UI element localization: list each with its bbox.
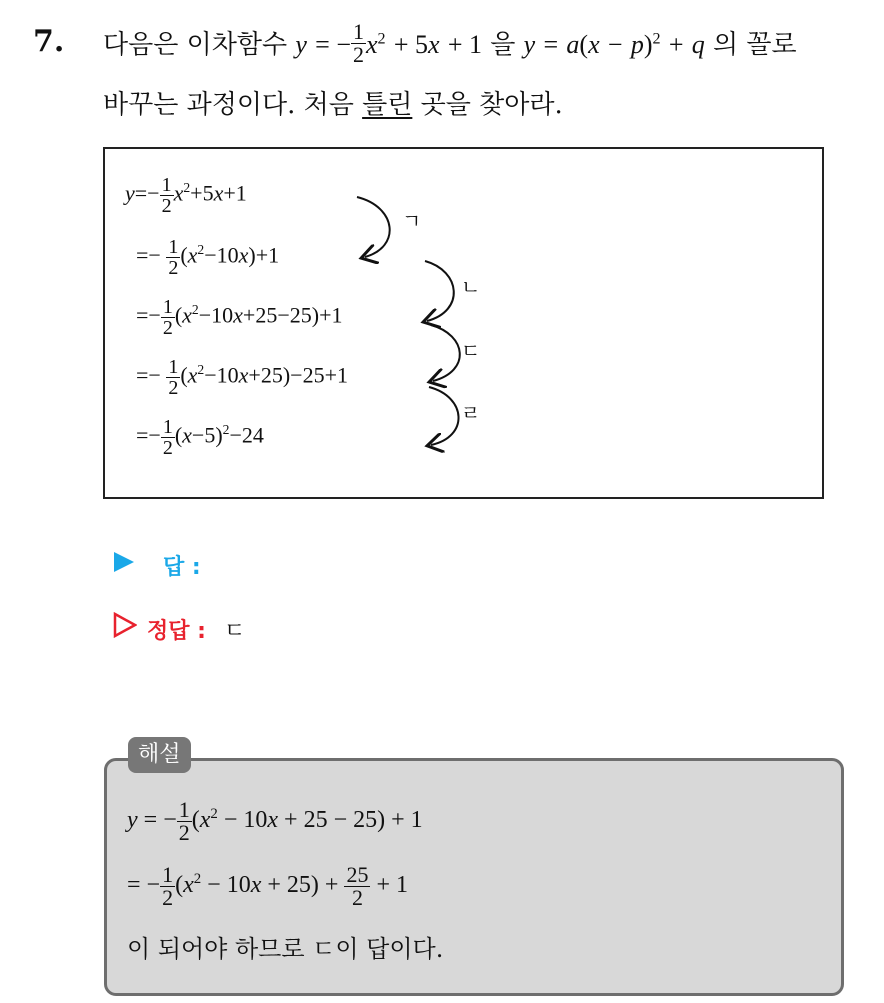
step-label-3: ㄷ xyxy=(461,339,481,363)
arrow-3 xyxy=(431,325,460,381)
question-formula-1: y = − $\frac{1}{2}$ $x^2 + 5x + 1$ xyxy=(295,18,483,67)
explanation-formula-2: = − $\frac{1}{2}$ $(x^2 - 10x + 25)$ + $\frac{25}{2}$ + 1 xyxy=(127,862,408,910)
step-label-4: ㄹ xyxy=(461,401,481,425)
question-formula-2: $y = a(x - p)^2 + q$ xyxy=(523,30,705,59)
outline-triangle-icon xyxy=(113,612,137,644)
step-label-2: ㄴ xyxy=(461,275,481,299)
step-3: =− $\frac{1}{2}$ $(x^2-10x+25)-25+1$ xyxy=(125,356,348,399)
explanation-box xyxy=(104,758,844,996)
correct-answer-row xyxy=(113,612,245,645)
step-0: y=− $\frac{1}{2}$ $x^2+5x+1$ xyxy=(125,174,247,217)
question-line-1 xyxy=(103,18,797,67)
underlined-word: 틀린 xyxy=(362,90,413,120)
question-line-2 xyxy=(103,84,563,121)
question-text-3: 의 꼴로 xyxy=(713,30,797,60)
filled-triangle-icon xyxy=(113,550,137,580)
question-number: 7. xyxy=(33,24,65,59)
step-label-1: ㄱ xyxy=(402,209,422,233)
step-4: =− $\frac{1}{2}$ $(x-5)^2-24$ xyxy=(125,416,264,459)
arrow-2 xyxy=(425,261,454,321)
step-arrows xyxy=(105,149,826,501)
step-2: =− $\frac{1}{2}$ $(x^2-10x+25-25)+1$ xyxy=(125,296,343,339)
answer-label: 답 : xyxy=(163,555,201,580)
question-text-2: 을 xyxy=(490,30,516,60)
process-box xyxy=(103,147,824,499)
explanation-conclusion: 이 되어야 하므로 ㄷ이 답이다. xyxy=(127,935,444,963)
arrow-1 xyxy=(357,197,390,257)
question-text-5: 곳을 찾아라. xyxy=(412,90,563,120)
step-1: =− $\frac{1}{2}$ $(x^2-10x)+1$ xyxy=(125,236,280,279)
correct-answer-value: ㄷ xyxy=(223,619,246,644)
question-text-4: 바꾸는 과정이다. 처음 xyxy=(103,90,363,120)
arrow-4 xyxy=(429,387,459,445)
explanation-formula-1: y = − $\frac{1}{2}$ $(x^2 - 10x + 25 - 25) + 1$ xyxy=(127,797,423,845)
explanation-tab: 해설 xyxy=(128,737,191,773)
question-text-1: 다음은 이차함수 xyxy=(103,30,288,60)
correct-answer-label: 정답 : xyxy=(147,619,206,644)
answer-row xyxy=(113,550,219,581)
